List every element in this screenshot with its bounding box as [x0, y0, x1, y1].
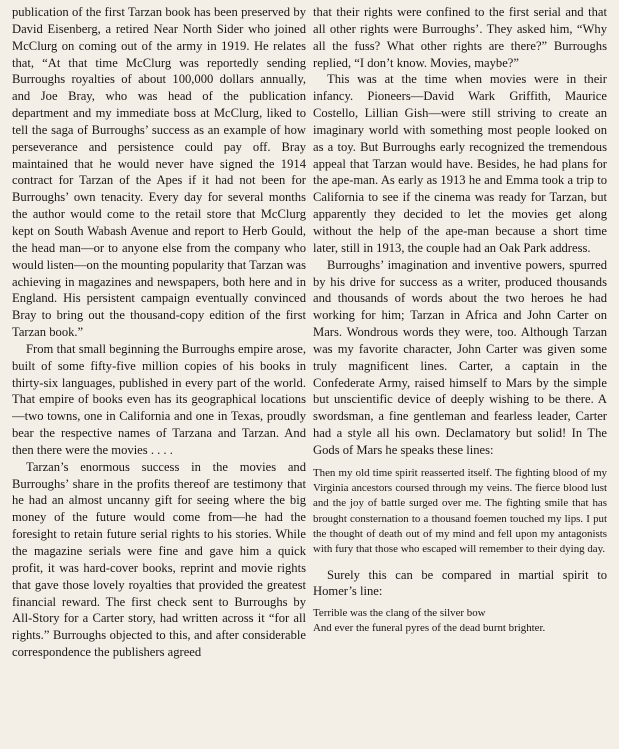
- paragraph: From that small beginning the Burroughs empire arose, built of some fifty-five million copies of his books in thirty-six languages, published in every part of the world. That empire of books even has its geographical locations—two towns, one in California and one in Texas, proudly bear the respective names of Tarzana and Tarzan. And then there were the movies . . . .: [12, 341, 306, 457]
- verse-line: Terrible was the clang of the silver bow: [313, 607, 486, 620]
- block-quote-text: Then my old time spirit reasserted itself. The fighting blood of my Virginia ancestors coursed through my veins. The fierce blood lust and the joy of battle surged over me. The fighting smile that has brought consternation to a thousand foemen touched my lips. I put the thought of death out of my mind and fell upon my antagonists with fury that those who escaped will remember to their dying day.: [313, 466, 607, 556]
- paragraph: Burroughs’ imagination and inventive powers, spurred by his drive for success as a writer, produced thousands and thousands of words about the two heroes he had working for him; Tarzan in Africa and John Carter on Mars. Wondrous words they were, too. Although Tarzan was my favorite character, John Carter was given some truly magnificent lines. Carter, a captain in the Confederate Army, raised himself to Mars by the simple but unscientific device of deeply wishing to be there. A swordsman, a fine gentleman and fearless leader, Carter had a style all his own. Declamatory but solid! In The Gods of Mars he speaks these lines:: [313, 257, 607, 457]
- right-column: [313, 4, 607, 749]
- paragraph: Surely this can be compared in martial spirit to Homer’s line:: [313, 567, 607, 599]
- paragraph: Tarzan’s enormous success in the movies and Burroughs’ share in the profits thereof are testimony that he had an almost uncanny gift for seeing where the big money of the future would come from—he had the foresight to retain future serial rights to his stories. While the magazine serials were fine and gave him a quick profit, it was hard-cover books, reprint and movie rights that gave those lovely royalties that provided the greatest financial reward. The first check sent to Burroughs by All-Story for a Carter story, had written across it “for all rights.” Burroughs objected to this, and after considerable correspondence the publishers agreed: [12, 459, 306, 660]
- paragraph: publication of the first Tarzan book has been preserved by David Eisenberg, a retired Near North Sider who joined McClurg on coming out of the army in 1919. He relates that, “At that time McClurg was reportedly sending Burroughs royalties of about 100,000 dollars annually, and Joe Bray, who was head of the publication department and my immediate boss at McClurg, liked to tell the saga of Burroughs’ success as an example of how perseverance and persistence could pay off. Bray maintained that he would never have signed the 1914 contract for Tarzan of the Apes if it had not been for Burroughs’ own tenacity. Every day for several months the author would come to the retail store that McClurg kept on South Wabash Avenue and report to Herb Gould, the head man—or to anyone else from the company who would listen—on the mounting popularity that Tarzan was achieving in magazines and newspapers, both here and in England. His persistent campaign eventually convinced Bray to bring out the thousand-copy edition of the first Tarzan book.”: [12, 5, 306, 340]
- paragraph: that their rights were confined to the first serial and that all other rights were Burroughs’. They asked him, “Why all the fuss? What other rights are there?” Burroughs replied, “I don’t know. Movies, maybe?”: [313, 5, 607, 70]
- block-quote: [313, 466, 607, 558]
- left-column: [12, 4, 306, 749]
- verse-line: And ever the funeral pyres of the dead burnt brighter.: [313, 621, 546, 634]
- paragraph: This was at the time when movies were in their infancy. Pioneers—David Wark Griffith, Maurice Costello, Lillian Gish—were still striving to create an imaginary world with something most people looked on as a toy. But Burroughs early recognized the tremendous appeal that Tarzan would have. Besides, he had plans for the ape-man. As early as 1913 he and Emma took a trip to California to see if the cinema was ready for Tarzan, but apparently they decided to let the movies get along without the help of the ape-man because a short time later, still in 1913, the couple had an Oak Park address.: [313, 72, 607, 255]
- verse-quote: [313, 606, 607, 635]
